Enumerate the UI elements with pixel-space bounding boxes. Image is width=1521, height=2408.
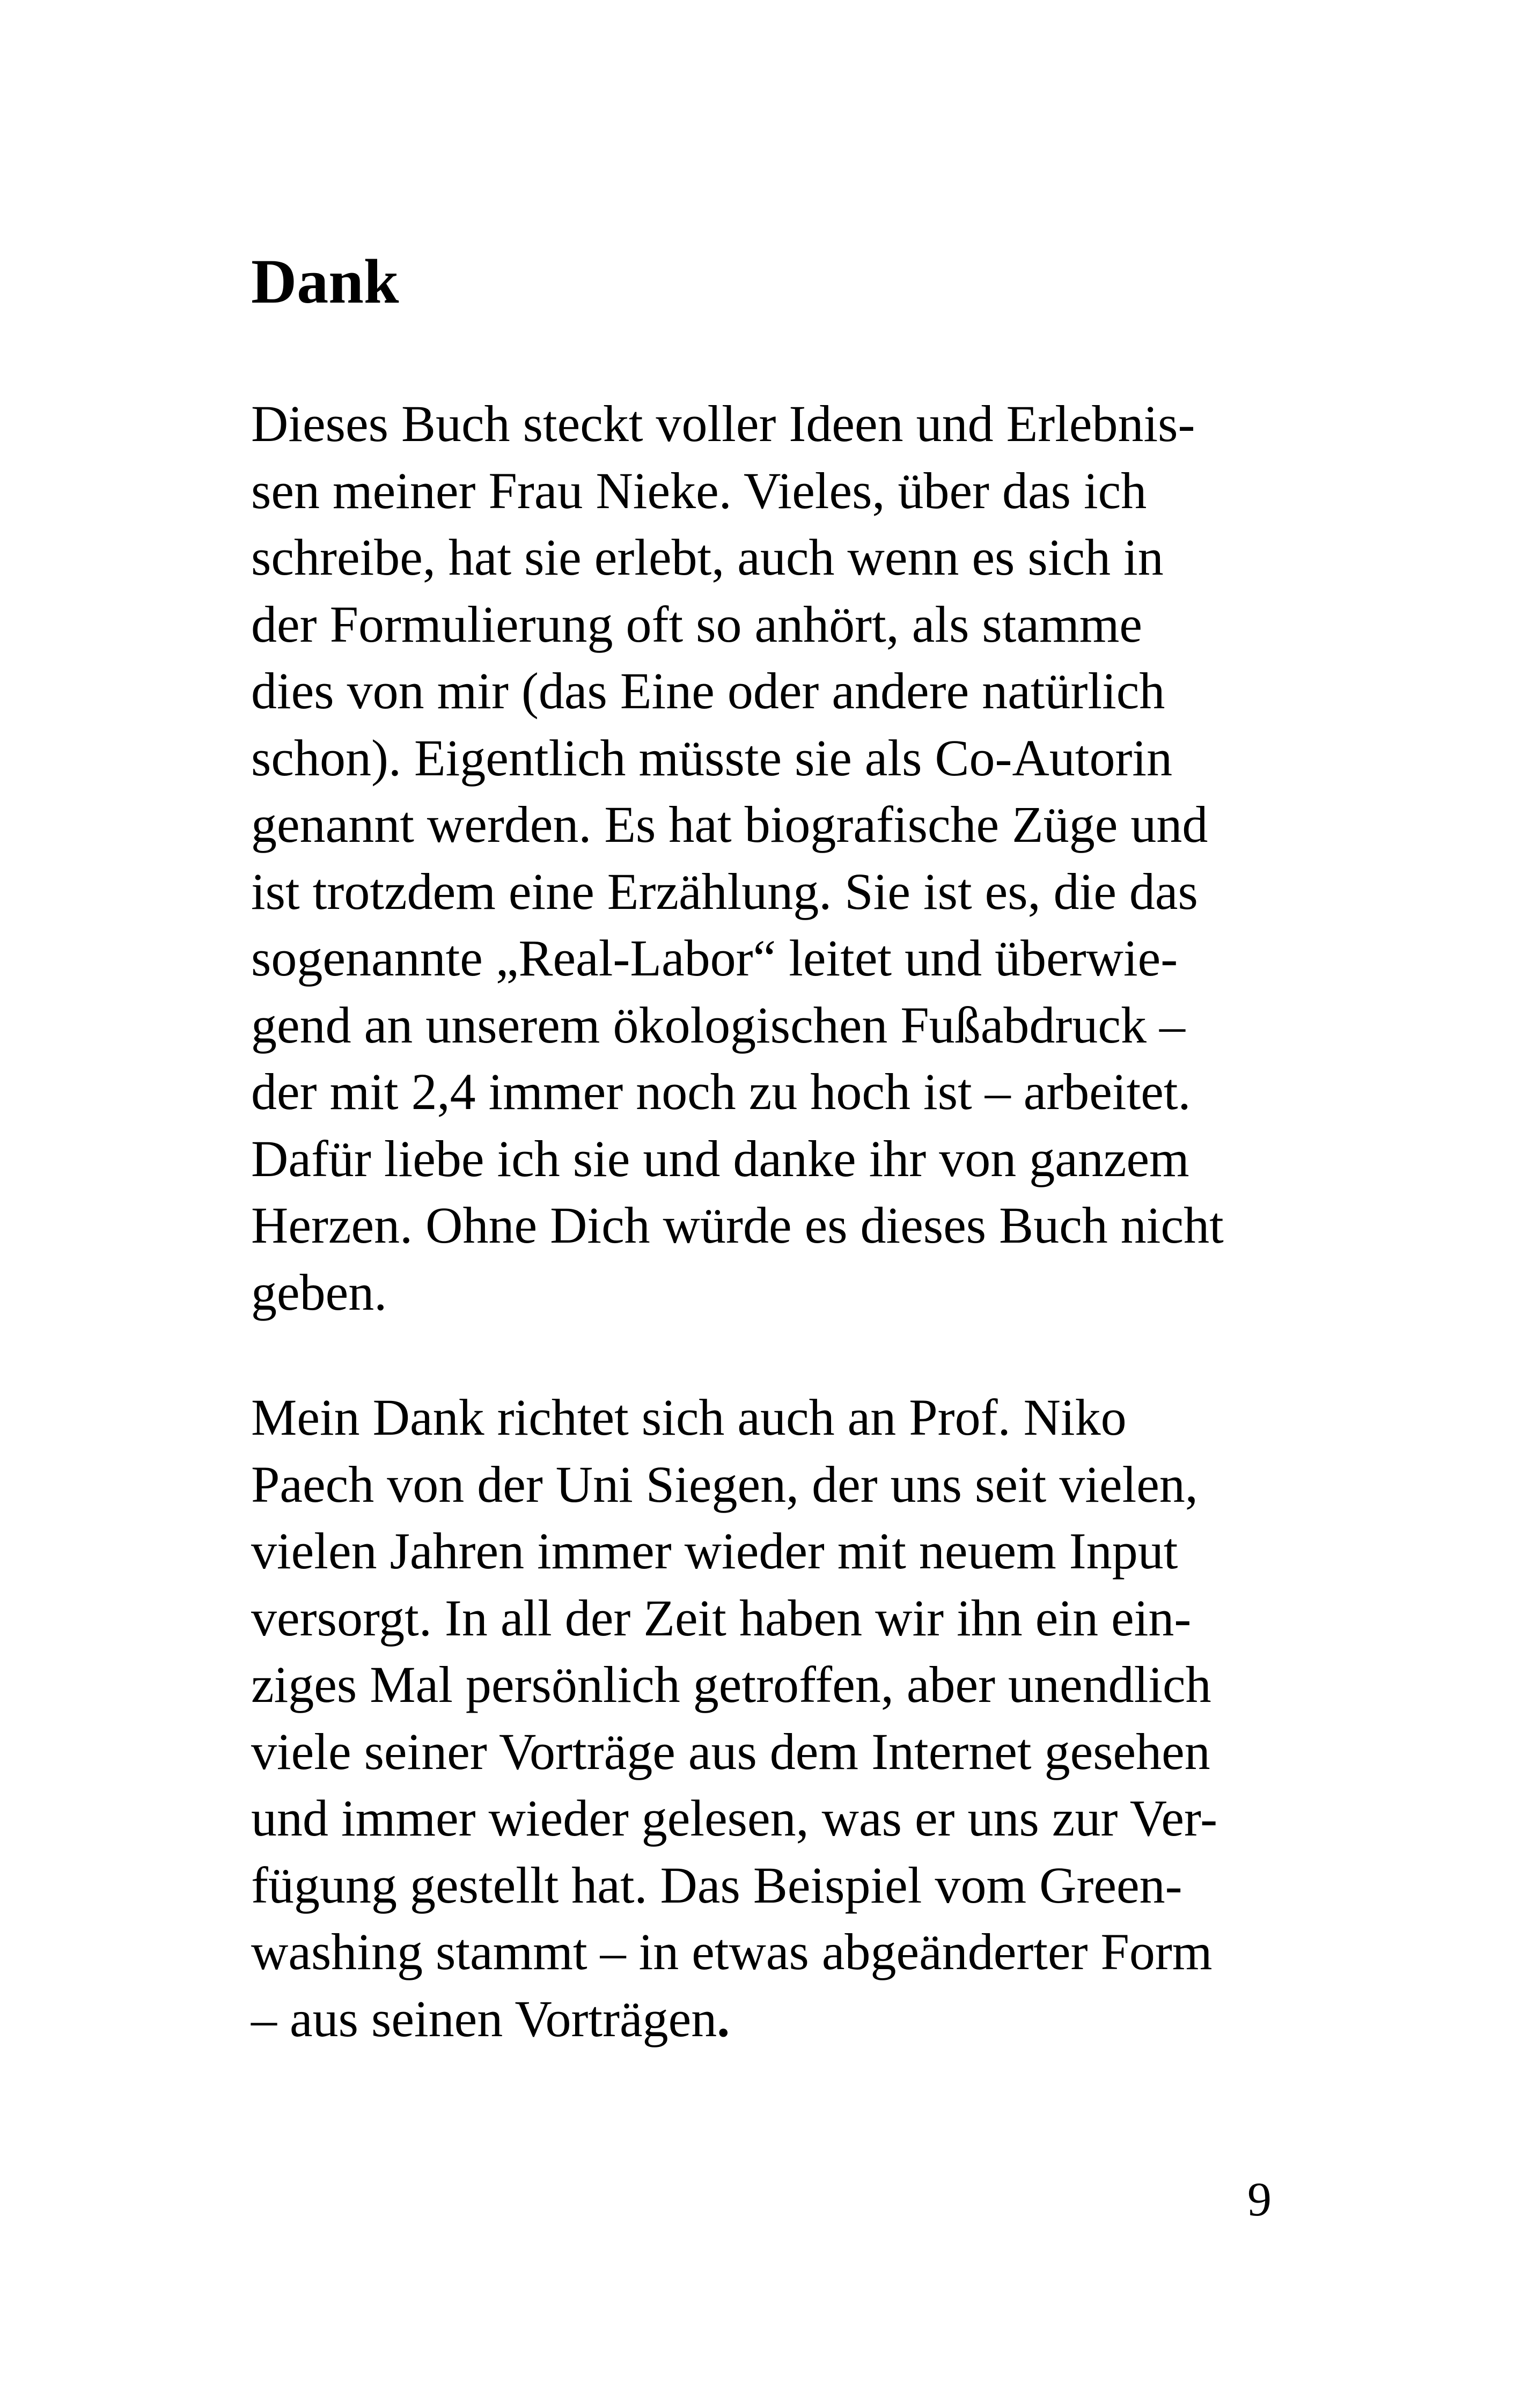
paragraph-2 [251, 1384, 1270, 2052]
text-line: Mein Dank richtet sich auch an Prof. Niko [251, 1389, 1127, 1446]
text-line: washing stammt – in etwas abgeänderter Form [251, 1923, 1213, 1980]
final-period: . [717, 1989, 730, 2047]
text-line: schreibe, hat sie erlebt, auch wenn es sich in [251, 528, 1164, 586]
text-line: der mit 2,4 immer noch zu hoch ist – arbeitet. [251, 1063, 1191, 1120]
text-line: sogenannte „Real-Labor“ leitet und überwie- [251, 929, 1178, 987]
text-line: schon). Eigentlich müsste sie als Co-Autorin [251, 729, 1173, 787]
text-line: dies von mir (das Eine oder andere natürlich [251, 662, 1165, 720]
text-line: Paech von der Uni Siegen, der uns seit vielen, [251, 1455, 1198, 1513]
text-line: Dieses Buch steckt voller Ideen und Erlebnis- [251, 395, 1195, 452]
page-number: 9 [1247, 2173, 1272, 2226]
text-line: der Formulierung oft so anhört, als stamme [251, 595, 1143, 653]
text-line: Herzen. Ohne Dich würde es dieses Buch nicht [251, 1196, 1224, 1254]
chapter-heading: Dank [251, 246, 399, 317]
text-line-content: – aus seinen Vorträgen [251, 1989, 717, 2047]
text-line: geben. [251, 1263, 387, 1321]
text-line: ziges Mal persönlich getroffen, aber unendlich [251, 1656, 1211, 1713]
text-line: versorgt. In all der Zeit haben wir ihn ein ein- [251, 1589, 1192, 1647]
text-line: ist trotzdem eine Erzählung. Sie ist es, die das [251, 862, 1198, 920]
paragraph-1 [251, 391, 1270, 1326]
text-line: fügung gestellt hat. Das Beispiel vom Green- [251, 1856, 1182, 1914]
text-line: und immer wieder gelesen, was er uns zur Ver- [251, 1789, 1218, 1847]
text-line-last [251, 1986, 1270, 2053]
text-line: viele seiner Vorträge aus dem Internet gesehen [251, 1722, 1210, 1780]
text-line: genannt werden. Es hat biografische Züge und [251, 796, 1208, 853]
text-line: vielen Jahren immer wieder mit neuem Input [251, 1522, 1178, 1580]
text-line: gend an unserem ökologischen Fußabdruck – [251, 996, 1185, 1054]
text-line: sen meiner Frau Nieke. Vieles, über das ich [251, 461, 1147, 519]
text-line: Dafür liebe ich sie und danke ihr von ganzem [251, 1129, 1189, 1187]
